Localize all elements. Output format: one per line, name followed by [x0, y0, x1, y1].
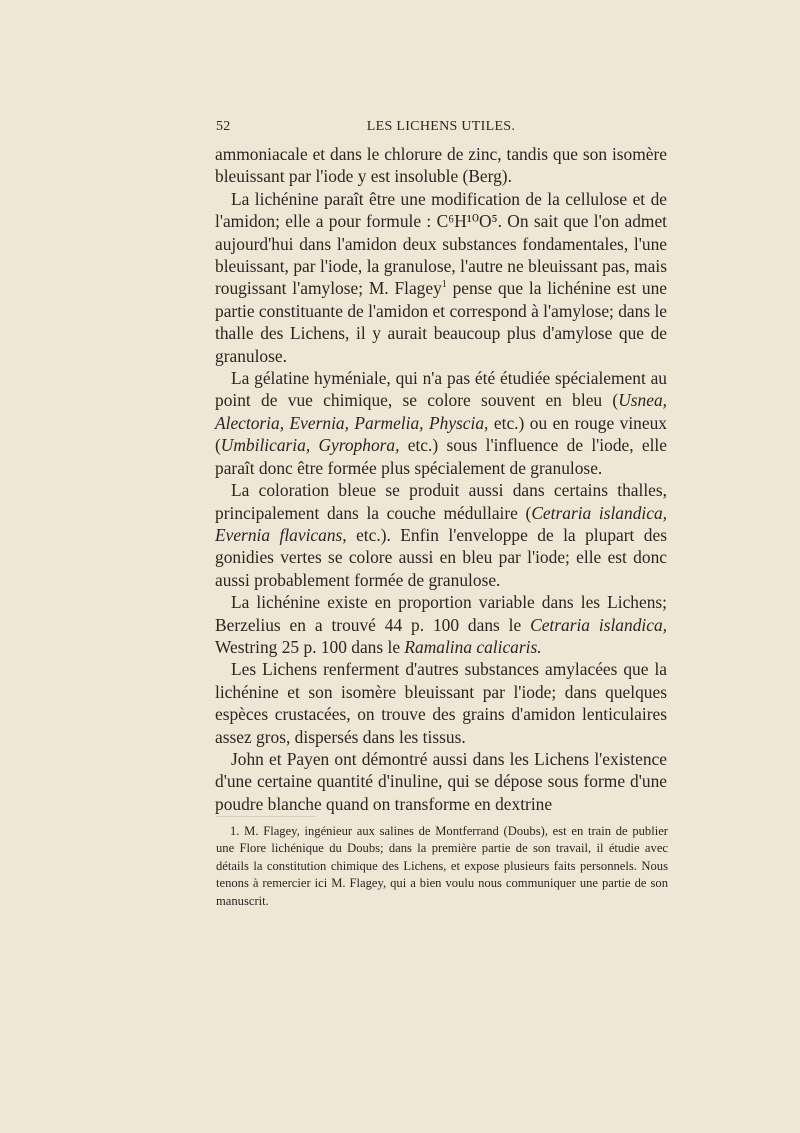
paragraph-1: ammoniacale et dans le chlorure de zinc, tandis que son isomère bleuissant par l'iode y est insoluble (Berg). [215, 144, 667, 187]
paragraph-7: John et Payen ont démontré aussi dans les Lichens l'existence d'une certaine quantité d'inuline, qui se dépose sous forme d'une poudre blanche quand on transforme en dextrine [215, 748, 667, 814]
footnote [216, 823, 668, 910]
footnote-text: 1. M. Flagey, ingénieur aux salines de Montferrand (Doubs), est en train de publier une Flore lichénique du Doubs; dans la première partie de son travail, il étudie avec détails la constitution chimique des Lichens, et expose plusieurs faits personnels. Nous tenons à remercier ici M. Flagey, qui a bien voulu nous communiquer une partie de son manuscrit. [216, 824, 668, 908]
body-text [215, 143, 667, 815]
paragraph-2: La lichénine paraît être une modification de la cellulose et de l'amidon; elle a pour formule : C⁶H¹⁰O⁵. On sait que l'on admet aujourd'hui dans l'amidon deux substances fondamentales, l'une bleuissant, par l'iode, la granulose, l'autre ne bleuissant pas, mais rougissant l'amylose; M. Flagey$^1$ pense que la lichénine est une partie constituante de l'amidon et correspond à l'amylose; dans le thalle des Lichens, il y aurait beaucoup plus d'amylose que de granulose. [215, 188, 668, 366]
paragraph-6: Les Lichens renferment d'autres substances amylacées que la lichénine et son isomère bleuissant par l'iode; dans quelques espèces crustacées, on trouve des grains d'amidon lenticulaires assez gros, dispersés dans les tissus. [215, 659, 667, 747]
footnote-divider [216, 816, 316, 817]
paragraph-3: La gélatine hyméniale, qui n'a pas été étudiée spécialement au point de vue chimique, se colore souvent en bleu (Usnea, Alectoria, Evernia, Parmelia, Physcia, etc.) ou en rouge vineux (Umbilicaria, Gyrophora, etc.) sous l'influence de l'iode, elle paraît donc être formée plus spécialement de granulose. [215, 368, 667, 478]
paragraph-4: La coloration bleue se produit aussi dans certains thalles, principalement dans la couche médullaire (Cetraria islandica, Evernia flavicans, etc.). Enfin l'enveloppe de la plupart des gonidies vertes se colore aussi en bleu par l'iode; elle est donc aussi probablement formée de granulose. [215, 480, 667, 590]
page-number: 52 [216, 119, 231, 134]
running-title: LES LICHENS UTILES. [366, 119, 516, 134]
paragraph-5: La lichénine existe en proportion variable dans les Lichens; Berzelius en a trouvé 44 p. 100 dans le Cetraria islandica, Westring 25 p. 100 dans le Ramalina calicaris. [215, 592, 667, 657]
footnote-ref: 1 [441, 279, 447, 291]
